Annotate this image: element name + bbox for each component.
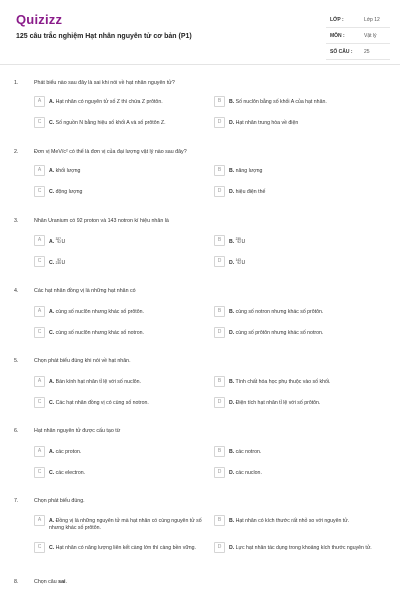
- question-text: Phát biểu nào sau đây là sai khi nói về hạt nhân nguyên tử?: [34, 80, 175, 86]
- option-badge: C: [34, 327, 45, 338]
- option-letter: D.: [229, 330, 235, 336]
- question-3: [14, 216, 394, 273]
- question-text: Nhân Uranium có 92 proton và 143 notron kí hiệu nhân là: [34, 218, 169, 224]
- question-number: 6.: [14, 428, 19, 434]
- element-symbol: U: [241, 238, 246, 245]
- option-text: cùng số prôtôn nhưng khác số notron.: [235, 330, 324, 336]
- option-letter: A.: [49, 238, 55, 245]
- meta-row-class: [326, 12, 390, 28]
- question-text: Hạt nhân nguyên tử được cấu tạo từ: [34, 428, 121, 434]
- worksheet-title: 125 câu trắc nghiệm Hạt nhân nguyên tử cơ bản (P1): [16, 33, 192, 40]
- mass-number: 327: [55, 237, 61, 241]
- option-letter: B.: [229, 309, 235, 315]
- question-1: [14, 78, 394, 134]
- option-badge: A: [34, 376, 45, 387]
- meta-label: MÔN :: [330, 33, 345, 39]
- option-text: Bán kính hạt nhân tỉ lệ với số nuclôn.: [55, 379, 141, 385]
- option-badge: D: [214, 467, 225, 478]
- question-number: 1.: [14, 80, 19, 86]
- question-4: [14, 286, 394, 344]
- option-text: Hạt nhân có nguyên tử số Z thì chứa Z prôtôn.: [55, 99, 163, 105]
- option-text: các nuclon.: [235, 470, 262, 476]
- option-letter: C.: [49, 259, 55, 266]
- question-text-part: .: [65, 579, 68, 585]
- option-text: Hạt nhân có năng lượng liên kết càng lớn thì càng bền vững.: [55, 545, 196, 551]
- option-badge: D: [214, 327, 225, 338]
- option-letter: D.: [229, 470, 235, 476]
- option-letter: A.: [49, 99, 55, 105]
- question-2: [14, 147, 394, 203]
- question-text-emphasis: sai: [58, 579, 66, 585]
- option-text: Đồng vị là những nguyên tử mà hạt nhân có cùng nguyên tử số nhưng khác số prôtôn.: [49, 518, 202, 531]
- option-text: Hạt nhân trung hòa về điện: [235, 120, 299, 126]
- question-number: 5.: [14, 358, 19, 364]
- option-letter: C.: [49, 330, 55, 336]
- option-letter: C.: [49, 400, 55, 406]
- option-letter: D.: [229, 400, 235, 406]
- option-text: cùng số notron nhưng khác số prôtôn.: [235, 309, 324, 315]
- option-letter: D.: [229, 189, 235, 195]
- option-badge: B: [214, 376, 225, 387]
- option-badge: B: [214, 96, 225, 107]
- option-text: các proton.: [55, 449, 82, 455]
- element-symbol: U: [61, 238, 66, 245]
- option-text: hiệu điện thế: [235, 189, 266, 195]
- meta-label: LỚP :: [330, 17, 344, 23]
- header-divider: [0, 64, 400, 65]
- option-text: cùng số nuclôn nhưng khác số notron.: [55, 330, 144, 336]
- meta-value: Vật lý: [364, 33, 377, 39]
- atomic-number: 92: [237, 240, 241, 245]
- option-letter: D.: [229, 259, 235, 266]
- option-letter: A.: [49, 518, 55, 524]
- question-number: 3.: [14, 218, 19, 224]
- element-symbol: U: [241, 259, 246, 266]
- question-7: [14, 496, 394, 571]
- option-badge: D: [214, 256, 225, 267]
- atomic-number: 92: [237, 261, 241, 266]
- meta-label: SỐ CÂU :: [330, 49, 353, 55]
- option-badge: C: [34, 117, 45, 128]
- option-badge: B: [214, 446, 225, 457]
- meta-value: Lớp 12: [364, 17, 380, 23]
- option-text: Điện tích hạt nhân tỉ lệ với số prôtôn.: [235, 400, 321, 406]
- option-badge: C: [34, 542, 45, 553]
- option-letter: B.: [229, 99, 235, 105]
- option-text: khối lượng: [55, 168, 81, 174]
- question-number: 2.: [14, 149, 19, 155]
- option-letter: C.: [49, 545, 55, 551]
- option-badge: C: [34, 186, 45, 197]
- option-badge: C: [34, 397, 45, 408]
- option-badge: A: [34, 446, 45, 457]
- meta-row-count: [326, 44, 390, 60]
- option-letter: A.: [49, 309, 55, 315]
- question-text: Chọn phát biểu đúng khi nói về hạt nhân.: [34, 358, 131, 364]
- option-text: Lực hạt nhân tác dụng trong khoảng kích thước nguyên tử.: [235, 545, 372, 551]
- option-badge: A: [34, 515, 45, 526]
- atomic-number: 92: [57, 240, 61, 245]
- option-badge: D: [214, 117, 225, 128]
- option-text: Các hạt nhân đồng vị có cùng số notron.: [55, 400, 149, 406]
- option-badge: B: [214, 515, 225, 526]
- element-symbol: U: [61, 259, 66, 266]
- atomic-number: 235: [55, 261, 61, 266]
- question-number: 7.: [14, 498, 19, 504]
- option-text: Số nguồn N bằng hiệu số khối A và số prôtôn Z.: [55, 120, 166, 126]
- option-badge: D: [214, 186, 225, 197]
- question-8: [14, 577, 394, 589]
- option-badge: A: [34, 306, 45, 317]
- option-letter: B.: [229, 518, 235, 524]
- option-text: các notron.: [235, 449, 262, 455]
- mass-number: 235: [235, 237, 241, 241]
- option-badge: A: [34, 235, 45, 246]
- option-letter: A.: [49, 379, 55, 385]
- question-number: 4.: [14, 288, 19, 294]
- option-text: các electron.: [55, 470, 86, 476]
- option-text: Hạt nhân có kích thước rất nhỏ so với nguyên tử.: [235, 518, 350, 524]
- question-6: [14, 426, 394, 484]
- option-badge: C: [34, 467, 45, 478]
- meta-row-subject: [326, 28, 390, 44]
- option-letter: B.: [229, 238, 235, 245]
- option-badge: B: [214, 306, 225, 317]
- question-5: [14, 356, 394, 414]
- question-number: 8.: [14, 579, 19, 585]
- option-text: Số nuclôn bằng số khối A của hạt nhân.: [235, 99, 327, 105]
- option-badge: B: [214, 235, 225, 246]
- question-text: Các hạt nhân đồng vị là những hạt nhân có: [34, 288, 136, 294]
- option-letter: C.: [49, 120, 55, 126]
- option-letter: C.: [49, 470, 55, 476]
- option-text: cùng số nuclôn nhưng khác số prôtôn.: [55, 309, 144, 315]
- question-text: Chọn phát biểu đúng.: [34, 498, 85, 504]
- quizizz-logo: Quizizz: [16, 12, 63, 27]
- mass-number: 92: [57, 258, 61, 262]
- option-letter: B.: [229, 449, 235, 455]
- meta-value: 25: [364, 49, 370, 55]
- option-text: năng lượng: [235, 168, 263, 174]
- worksheet-meta: [326, 12, 390, 60]
- option-letter: D.: [229, 120, 235, 126]
- option-letter: A.: [49, 449, 55, 455]
- option-badge: A: [34, 165, 45, 176]
- mass-number: 143: [235, 258, 241, 262]
- option-text: Tính chất hóa học phụ thuộc vào số khối.: [235, 379, 331, 385]
- option-badge: A: [34, 96, 45, 107]
- option-letter: A.: [49, 168, 55, 174]
- option-text: động lượng: [55, 189, 83, 195]
- option-badge: B: [214, 165, 225, 176]
- question-text: [34, 579, 67, 585]
- option-letter: C.: [49, 189, 55, 195]
- question-text: Đơn vị MeV/c² có thể là đơn vị của đại lượng vật lý nào sau đây?: [34, 149, 187, 155]
- option-badge: C: [34, 256, 45, 267]
- option-letter: B.: [229, 379, 235, 385]
- option-badge: D: [214, 542, 225, 553]
- worksheet-header: [0, 0, 400, 62]
- option-letter: D.: [229, 545, 235, 551]
- option-badge: D: [214, 397, 225, 408]
- option-letter: B.: [229, 168, 235, 174]
- question-text-part: Chọn câu: [34, 579, 59, 585]
